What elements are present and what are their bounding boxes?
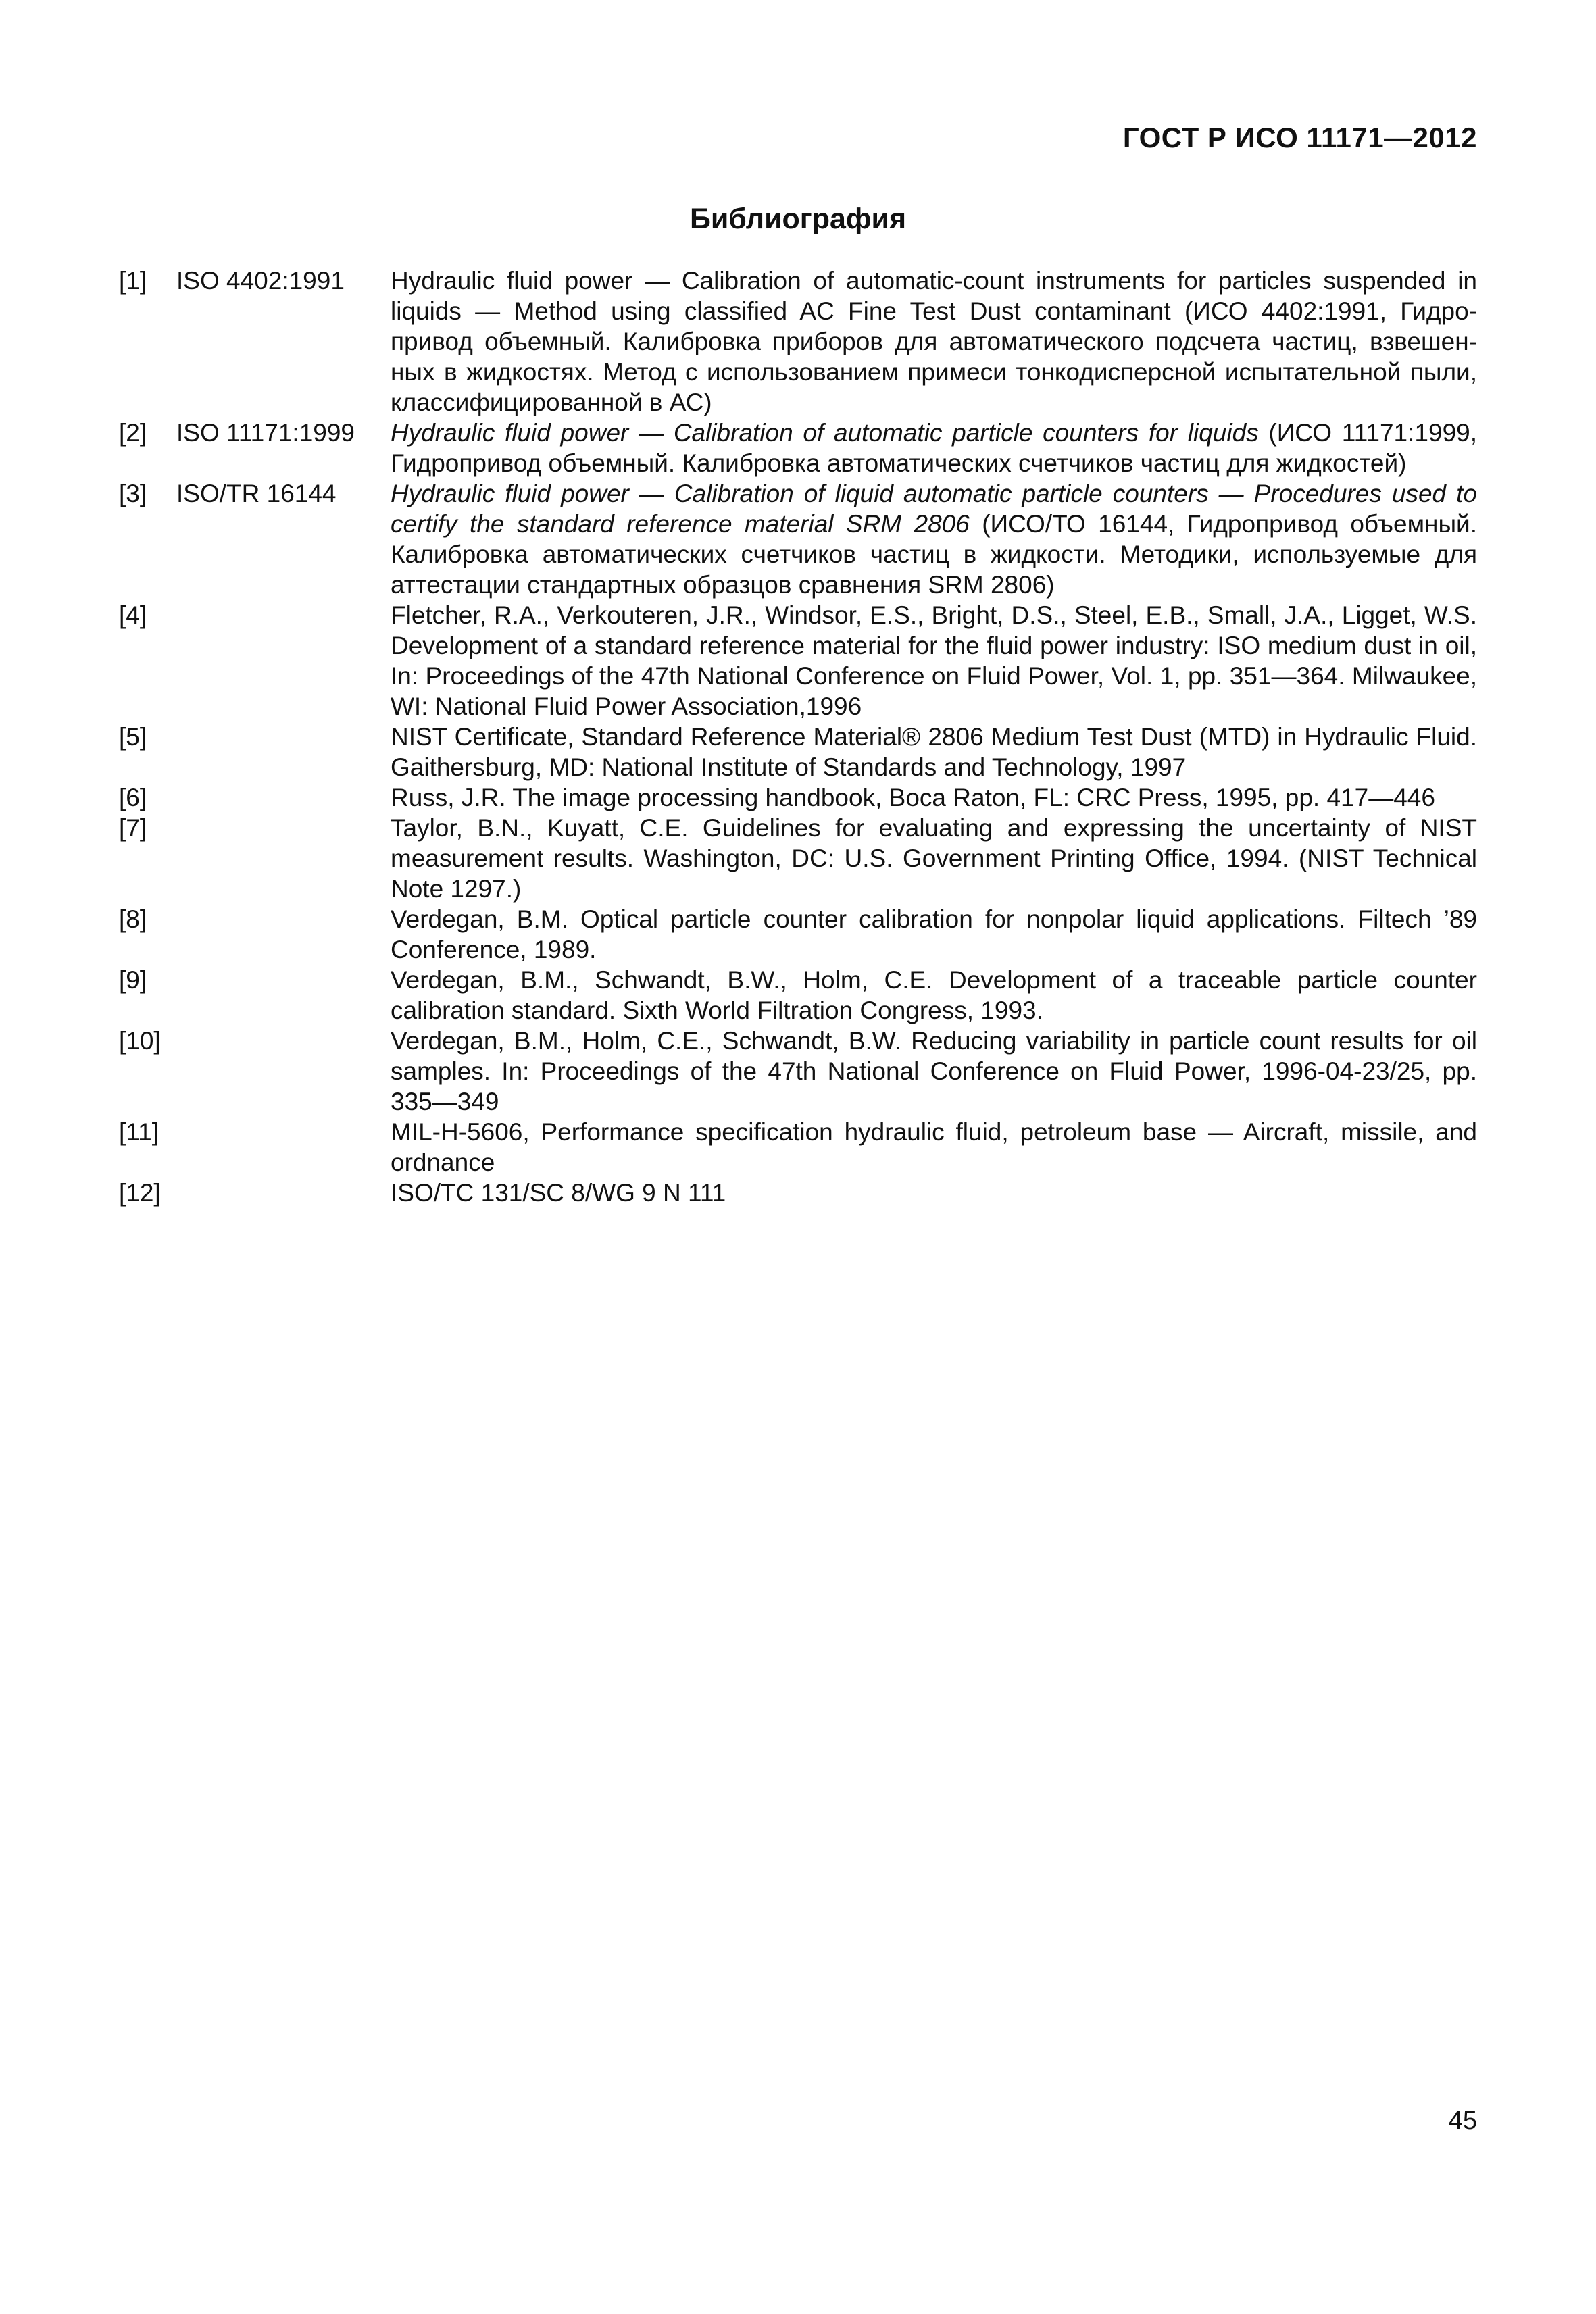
entry-number: [5] — [119, 723, 147, 751]
entry-text — [391, 722, 1477, 782]
entry-code: ISO 11171:1999 — [176, 419, 355, 447]
document-header: ГОСТ Р ИСО 11171—2012 — [1122, 122, 1477, 153]
page-title: Библиография — [689, 203, 907, 235]
bibliography-entry — [119, 1026, 1477, 1117]
entry-number: [12] — [119, 1179, 161, 1207]
entry-number: [1] — [119, 267, 147, 295]
bibliography-entry — [119, 722, 1477, 782]
entry-body: (ИСО 11171:1999, Гидропривод объемный. Калибровка автоматических счетчиков частиц для жидкостей) — [391, 419, 1478, 477]
entry-number: [2] — [119, 419, 147, 447]
entry-text — [391, 418, 1477, 478]
entry-number: [11] — [119, 1118, 159, 1146]
entry-body: Verdegan, B.M., Schwandt, B.W., Holm, C.E. Development of a traceable particle counter calibration standard. Sixth World Filtration Congress, 1993. — [391, 966, 1477, 1024]
entry-number: [6] — [119, 784, 147, 811]
entry-code: ISO/TR 16144 — [176, 480, 336, 507]
entry-text — [391, 600, 1477, 722]
bibliography-entry — [119, 782, 1477, 813]
entry-body: Hydraulic fluid power — Calibration of automatic-count instruments for particles suspended in liquids — Method using classified AC Fine Test Dust contaminant (ИСО 4402:1991, Гидро-привод объемный. Калибровка приборов для автоматического подсчета частиц, взвешен-ных в жидкостях. Метод с использованием примеси тонкодисперсной испытательной пыли, классифицированной в АС) — [391, 267, 1477, 416]
entry-body: Fletcher, R.A., Verkouteren, J.R., Windsor, E.S., Bright, D.S., Steel, E.B., Small, J.A., Ligget, W.S. Development of a standard reference material for the fluid power industry: ISO medium dust in oil, In: Proceedings of the 47th National Conference on Fluid Power, Vol. 1, pp. 351—364. Milwaukee, WI: National Fluid Power Association,1996 — [391, 601, 1477, 720]
bibliography-entry — [119, 478, 1477, 600]
bibliography-entry — [119, 266, 1477, 418]
entry-text — [391, 1117, 1477, 1178]
entry-number: [9] — [119, 966, 147, 994]
entry-text — [391, 813, 1477, 904]
entry-number: [7] — [119, 814, 147, 842]
entry-body: Taylor, B.N., Kuyatt, C.E. Guidelines for evaluating and expressing the uncertainty of NIST measurement results. Washington, DC: U.S. Government Printing Office, 1994. (NIST Technical Note 1297.) — [391, 814, 1477, 903]
entry-number: [4] — [119, 601, 147, 629]
entry-body: ISO/TC 131/SC 8/WG 9 N 111 — [391, 1179, 726, 1207]
entry-body: NIST Certificate, Standard Reference Material® 2806 Medium Test Dust (MTD) in Hydraulic Fluid. Gaithersburg, MD: National Institute of Standards and Technology, 1997 — [391, 723, 1477, 781]
entry-number: [3] — [119, 480, 147, 507]
entry-text — [391, 1026, 1477, 1117]
entry-body: Russ, J.R. The image processing handbook, Boca Raton, FL: CRC Press, 1995, pp. 417—446 — [391, 784, 1435, 811]
entry-number: [10] — [119, 1027, 161, 1055]
entry-body: Verdegan, B.M., Holm, C.E., Schwandt, B.W. Reducing variability in particle count results for oil samples. In: Proceedings of the 47th National Conference on Fluid Power, 1996-04-23/25, pp. 335—349 — [391, 1027, 1477, 1115]
entry-text — [391, 965, 1477, 1026]
bibliography-entry — [119, 600, 1477, 722]
entry-text — [391, 266, 1477, 418]
page-number: 45 — [1448, 2107, 1477, 2135]
bibliography-entry — [119, 904, 1477, 965]
entry-text — [391, 478, 1477, 600]
bibliography-list — [119, 266, 1477, 1208]
entry-body: (ИСО/ТО 16144, Гидропривод объемный. Калибровка автоматических счетчиков частиц в жидкости. Методики, используемые для аттестации стандартных образцов сравнения SRM 2806) — [391, 510, 1477, 599]
entry-text — [391, 1178, 1477, 1208]
entry-text — [391, 904, 1477, 965]
bibliography-entry — [119, 813, 1477, 904]
entry-italic-title: Hydraulic fluid power — Calibration of automatic particle counters for liquids — [391, 419, 1259, 447]
bibliography-entry — [119, 1117, 1477, 1178]
entry-italic-title: Hydraulic fluid power — Calibration of liquid automatic particle counters — Procedures used to certify the standard reference material SRM 2806 — [391, 480, 1477, 538]
bibliography-entry — [119, 418, 1477, 478]
entry-number: [8] — [119, 905, 147, 933]
entry-body: Verdegan, B.M. Optical particle counter calibration for nonpolar liquid applications. Filtech ’89 Conference, 1989. — [391, 905, 1477, 963]
entry-text — [391, 782, 1477, 813]
bibliography-entry — [119, 1178, 1477, 1208]
entry-code: ISO 4402:1991 — [176, 267, 345, 295]
entry-body: MIL-H-5606, Performance specification hydraulic fluid, petroleum base — Aircraft, missile, and ordnance — [391, 1118, 1477, 1176]
bibliography-entry — [119, 965, 1477, 1026]
